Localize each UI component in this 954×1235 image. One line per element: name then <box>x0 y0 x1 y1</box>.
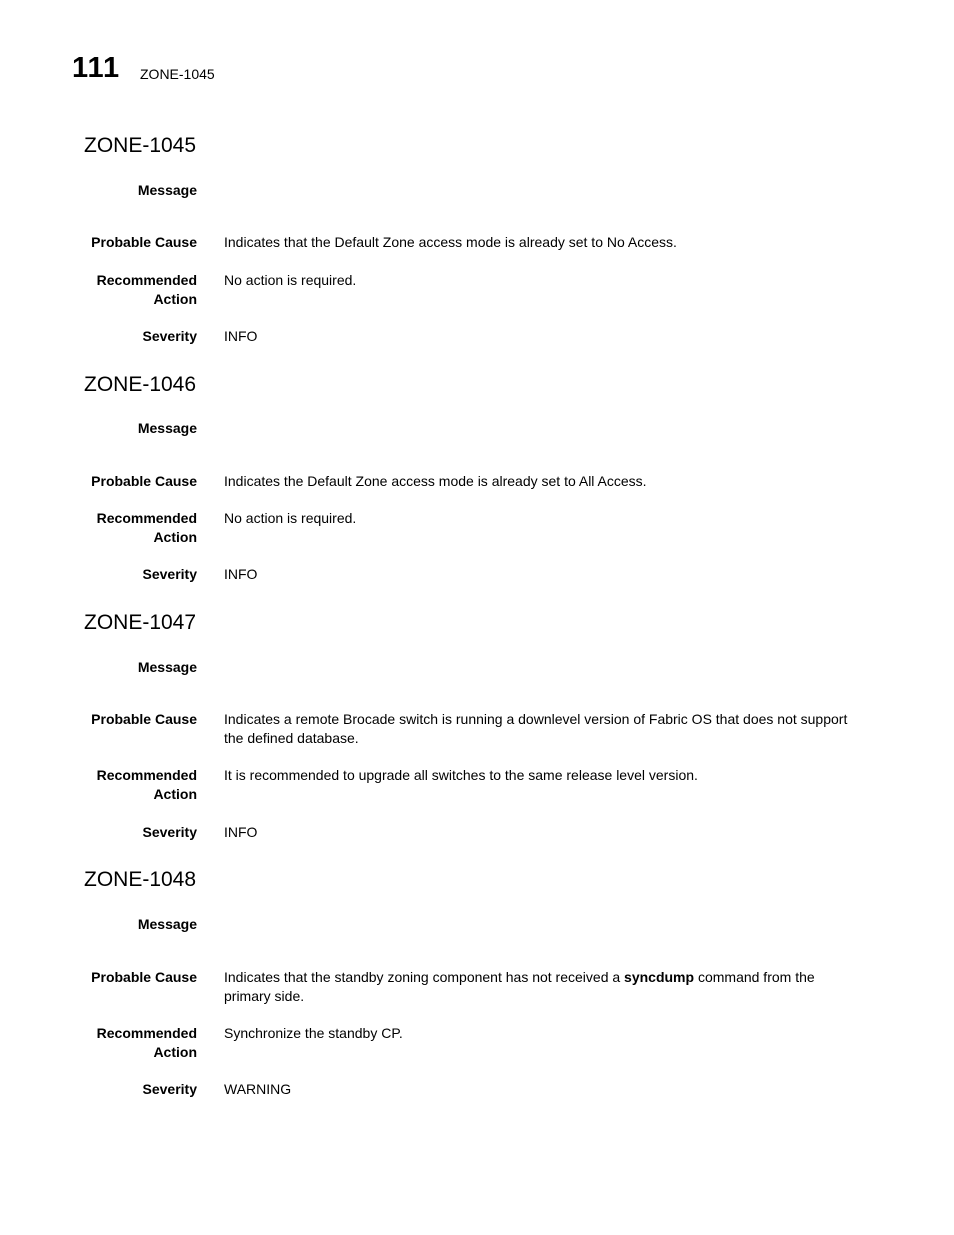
section-title: ZONE-1047 <box>84 611 197 634</box>
probable-cause-text <box>224 968 864 1006</box>
probable-cause-text-post: command from the primary side. <box>224 969 815 1004</box>
recommended-label-line1: Recommended <box>96 1025 197 1041</box>
probable-cause-label: Probable Cause <box>91 234 197 250</box>
command-name: syncdump <box>624 969 695 985</box>
recommended-action-label <box>37 271 197 309</box>
probable-cause-text: Indicates that the Default Zone access mode is already set to No Access. <box>224 234 677 250</box>
severity-value: INFO <box>224 566 258 582</box>
recommended-action-text: No action is required. <box>224 272 357 288</box>
recommended-label-line2: Action <box>153 529 197 545</box>
recommended-action-text: No action is required. <box>224 510 357 526</box>
severity-value: INFO <box>224 824 258 840</box>
probable-cause-label: Probable Cause <box>91 969 197 985</box>
recommended-action-label <box>37 766 197 804</box>
probable-cause-text: Indicates a remote Brocade switch is running a downlevel version of Fabric OS that does not support the defined database. <box>224 711 848 746</box>
severity-value: INFO <box>224 328 258 344</box>
probable-cause-label: Probable Cause <box>91 473 197 489</box>
severity-label: Severity <box>142 566 197 582</box>
severity-label: Severity <box>142 1081 197 1097</box>
running-header-title: ZONE-1045 <box>140 66 215 82</box>
recommended-label-line2: Action <box>153 1044 197 1060</box>
severity-label: Severity <box>142 824 197 840</box>
message-label: Message <box>137 916 197 932</box>
severity-label: Severity <box>142 328 197 344</box>
message-label: Message <box>137 659 197 675</box>
message-label: Message <box>137 420 197 436</box>
section-title: ZONE-1048 <box>84 868 197 891</box>
message-label: Message <box>137 182 197 198</box>
probable-cause-label: Probable Cause <box>91 711 197 727</box>
probable-cause-text: Indicates the Default Zone access mode is already set to All Access. <box>224 473 647 489</box>
recommended-label-line2: Action <box>153 786 197 802</box>
recommended-label-line1: Recommended <box>96 510 197 526</box>
recommended-label-line1: Recommended <box>96 272 197 288</box>
recommended-action-text: Synchronize the standby CP. <box>224 1025 403 1041</box>
recommended-label-line2: Action <box>153 291 197 307</box>
recommended-label-line1: Recommended <box>96 767 197 783</box>
section-title: ZONE-1046 <box>84 373 197 396</box>
probable-cause-text-pre: Indicates that the standby zoning component has not received a <box>224 969 625 985</box>
severity-value: WARNING <box>224 1081 292 1097</box>
recommended-action-label <box>37 1024 197 1062</box>
recommended-action-label <box>37 509 197 547</box>
section-title: ZONE-1045 <box>84 134 197 157</box>
chapter-number: 111 <box>72 52 121 84</box>
recommended-action-text: It is recommended to upgrade all switches to the same release level version. <box>224 767 698 783</box>
